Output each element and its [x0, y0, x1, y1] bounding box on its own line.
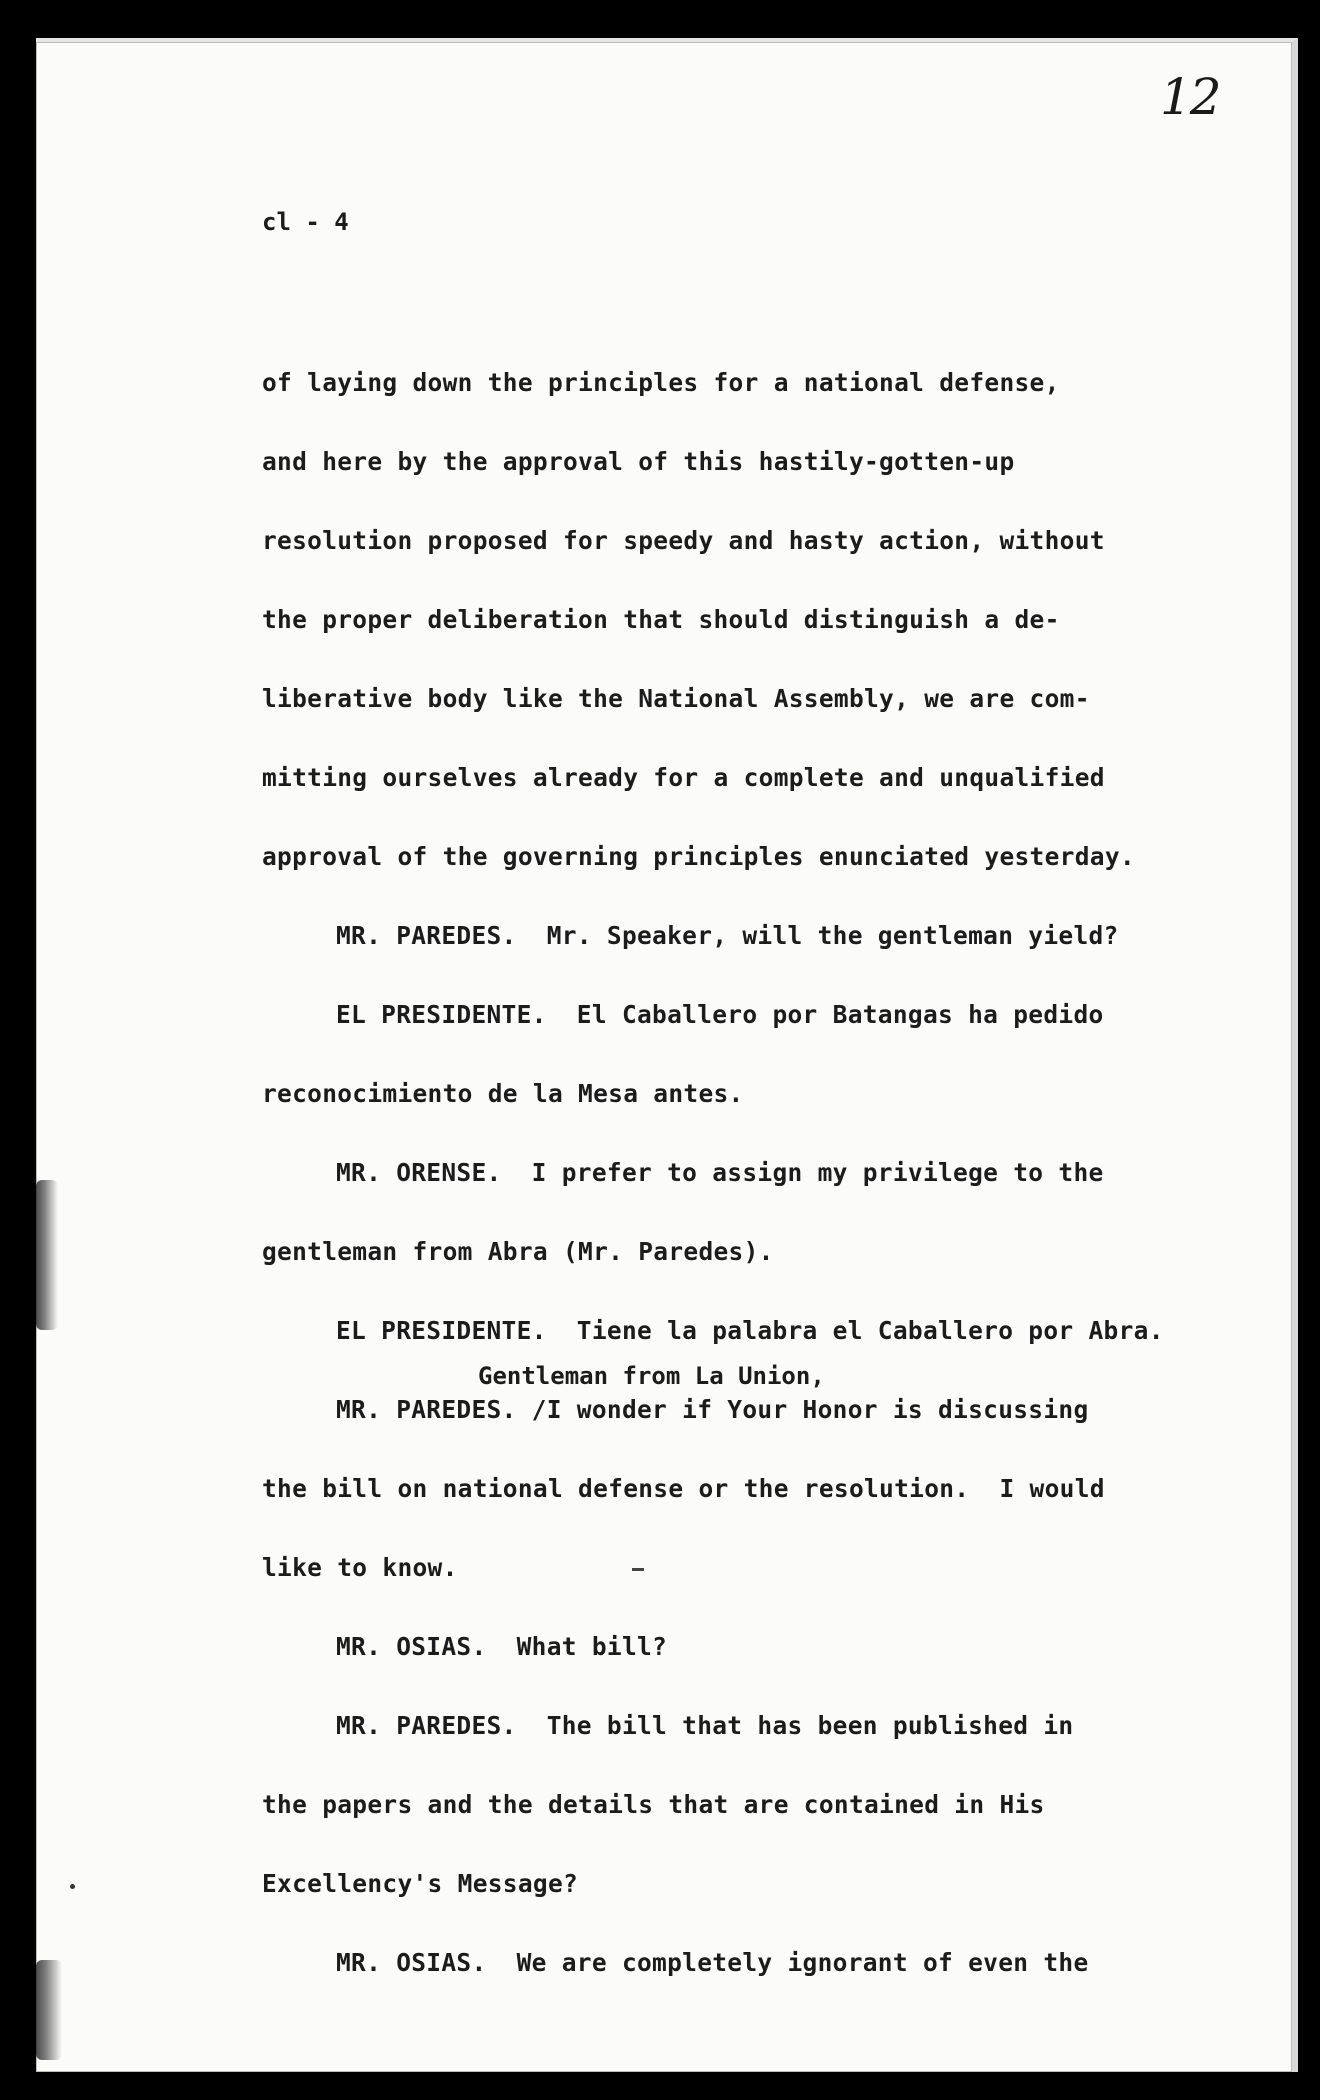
stray-mark: [70, 1884, 75, 1889]
text-line: approval of the governing principles enunciated yesterday.: [262, 842, 1135, 871]
stray-mark: [632, 1568, 644, 1571]
text-line: reconocimiento de la Mesa antes.: [262, 1079, 744, 1108]
speaker-line: MR. PAREDES. /I wonder if Your Honor is discussing: [336, 1395, 1089, 1424]
speaker-line: EL PRESIDENTE. El Caballero por Batangas ha pedido: [336, 1000, 1104, 1029]
scan-edge-shadow: [36, 1180, 58, 1330]
speaker-line: MR. OSIAS. What bill?: [336, 1632, 668, 1661]
speaker-line: EL PRESIDENTE. Tiene la palabra el Caballero por Abra.: [336, 1316, 1164, 1345]
text-line: and here by the approval of this hastily-gotten-up: [262, 447, 1015, 476]
text-line: of laying down the principles for a national defense,: [262, 368, 1060, 397]
text-line: gentleman from Abra (Mr. Paredes).: [262, 1237, 774, 1266]
text-line: resolution proposed for speedy and hasty action, without: [262, 526, 1105, 555]
folio-number: 12: [1160, 68, 1220, 126]
text-line: the papers and the details that are contained in His: [262, 1790, 1045, 1819]
speaker-line: MR. PAREDES. Mr. Speaker, will the gentleman yield?: [336, 921, 1119, 950]
interlinear-insertion: Gentleman from La Union,: [478, 1362, 825, 1390]
page-code: cl - 4: [262, 208, 349, 236]
speaker-line: MR. PAREDES. The bill that has been published in: [336, 1711, 1074, 1740]
text-line: the bill on national defense or the resolution. I would: [262, 1474, 1105, 1503]
scan-edge-shadow-bottom: [36, 1960, 62, 2060]
text-line: liberative body like the National Assembly, we are com-: [262, 684, 1090, 713]
text-line: Excellency's Message?: [262, 1869, 579, 1898]
text-line: the proper deliberation that should distinguish a de-: [262, 605, 1060, 634]
typewritten-page: [36, 38, 1298, 2072]
text-line: like to know.: [262, 1553, 458, 1582]
speaker-line: MR. OSIAS. We are completely ignorant of even the: [336, 1948, 1089, 1977]
speaker-line: MR. ORENSE. I prefer to assign my privilege to the: [336, 1158, 1104, 1187]
text-line: mitting ourselves already for a complete and unqualified: [262, 763, 1105, 792]
